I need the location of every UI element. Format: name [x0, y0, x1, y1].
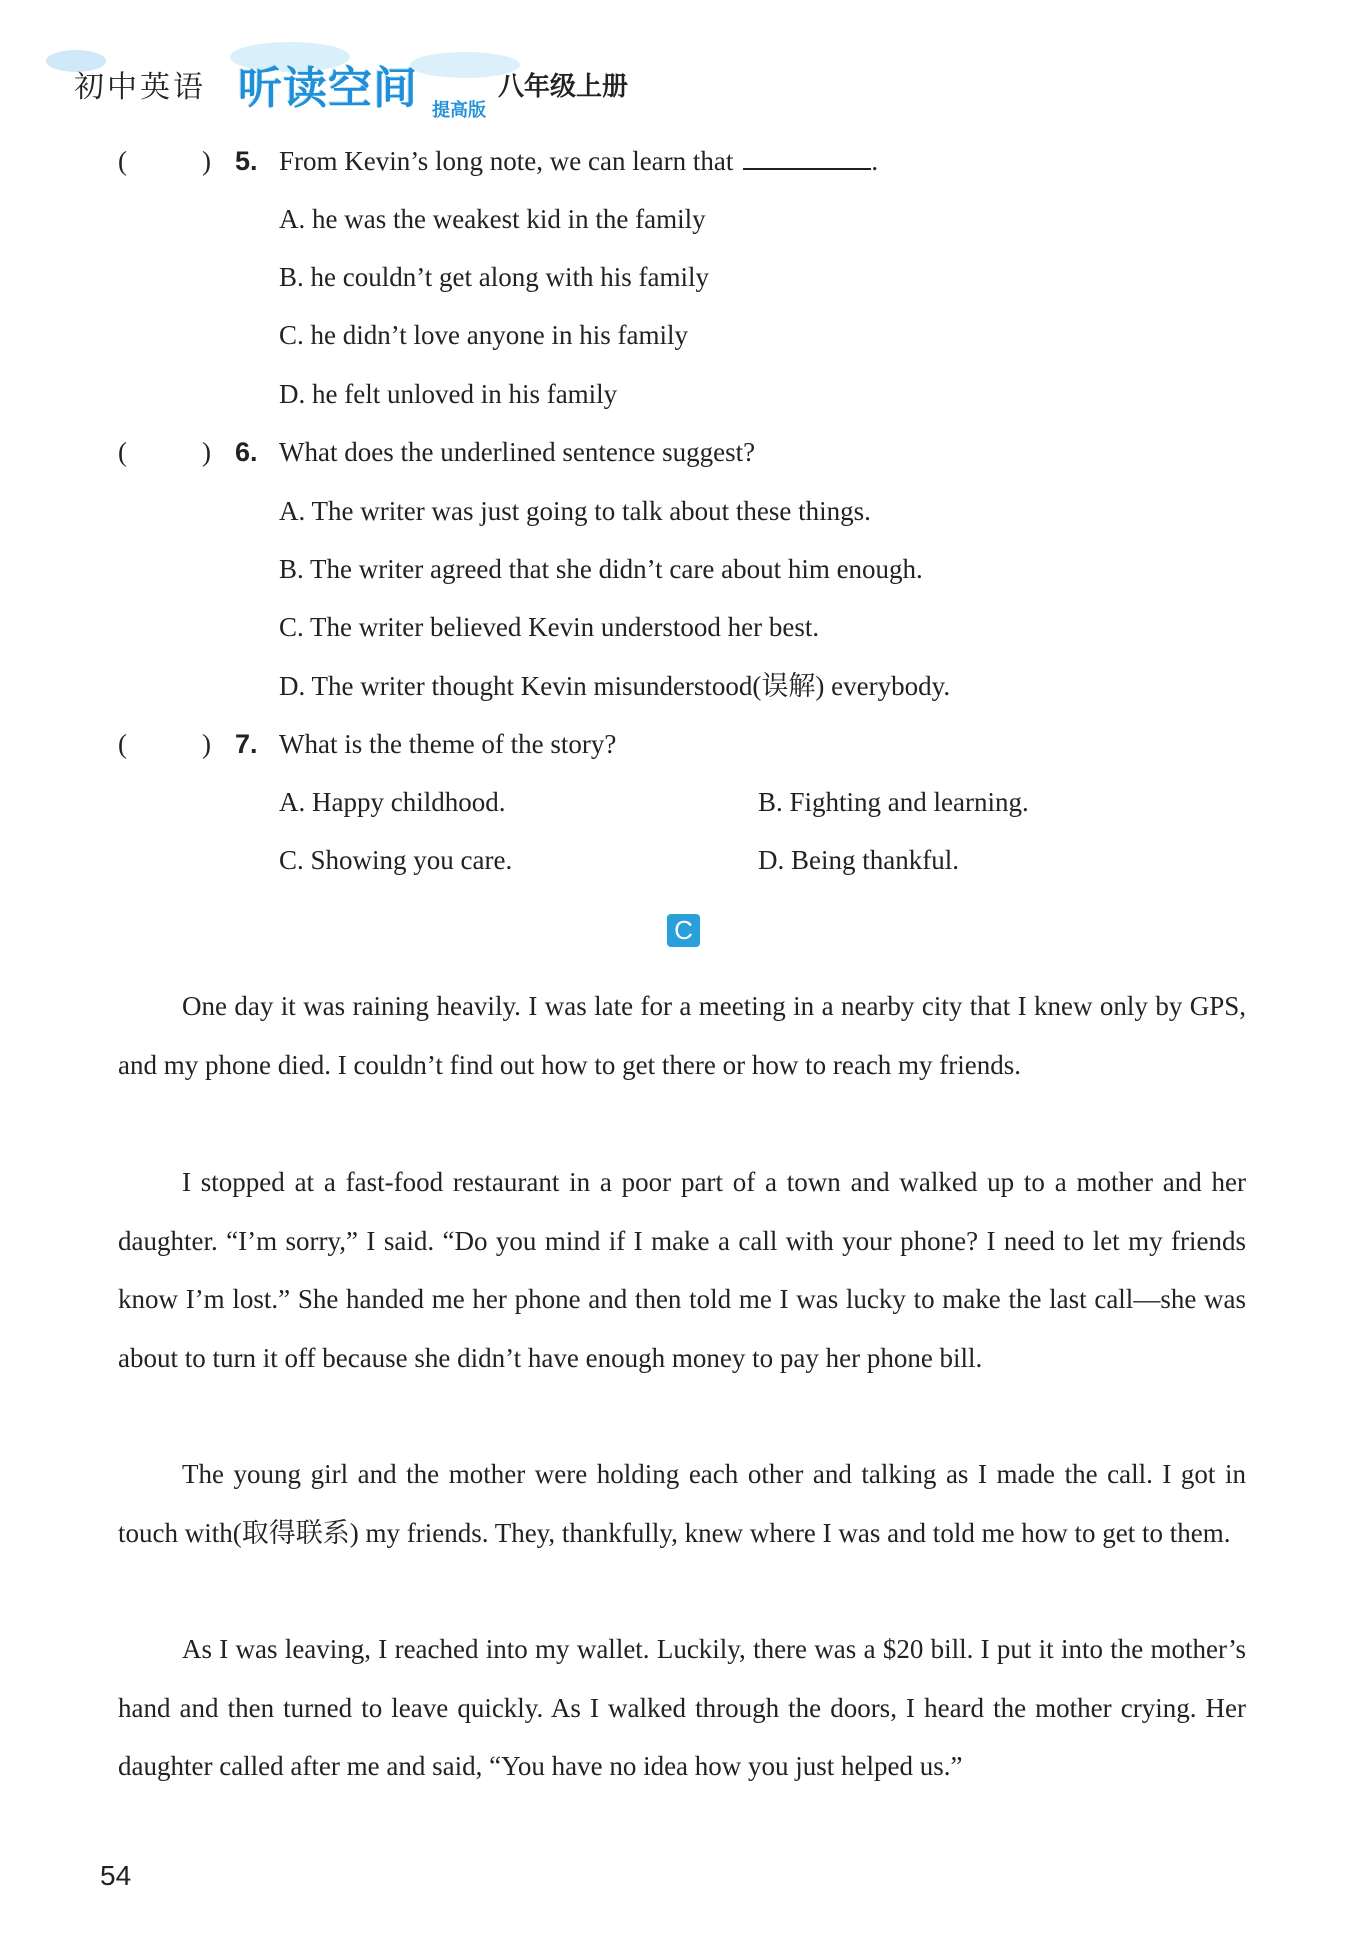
section-badge: C [667, 914, 700, 947]
passage-paragraph: One day it was raining heavily. I was late for a meeting in a nearby city that I knew only by GPS, and my phone died. I couldn’t find out how to get there or how to reach my friends. [118, 991, 1246, 1080]
answer-paren-close: ) [202, 146, 211, 176]
option-d: D. he felt unloved in his family [279, 379, 618, 409]
answer-paren-open: ( [118, 729, 127, 759]
answer-blank [743, 146, 871, 170]
answer-paren-open: ( [118, 146, 127, 176]
option-c: C. he didn’t love anyone in his family [279, 320, 688, 350]
question-number: 6. [235, 437, 258, 467]
option-d: D. The writer thought Kevin misunderstood(误解) everybody. [279, 671, 951, 701]
grade-label: 八年级上册 [498, 72, 629, 102]
option-d: D. Being thankful. [758, 845, 959, 875]
option-b: B. Fighting and learning. [758, 787, 1029, 817]
answer-paren-close: ) [202, 729, 211, 759]
option-c: C. Showing you care. [279, 845, 513, 875]
book-header [50, 40, 670, 130]
edition-tag: 提高版 [432, 100, 486, 121]
question-stem: From Kevin’s long note, we can learn that [279, 146, 734, 176]
passage-paragraph: As I was leaving, I reached into my wallet. Luckily, there was a $20 bill. I put it into the mother’s hand and then turned to leave quickly. As I walked through the doors, I heard the mother crying. Her daughter called after me and said, “You have no idea how you just helped us.” [118, 1634, 1246, 1781]
option-a: A. Happy childhood. [279, 787, 506, 817]
option-a: A. he was the weakest kid in the family [279, 204, 706, 234]
question-number: 5. [235, 146, 258, 176]
series-title: 初中英语 [74, 70, 206, 105]
question-number: 7. [235, 729, 258, 759]
question-text [279, 143, 878, 179]
brand-logo: 听读空间 [238, 63, 418, 114]
question-text: What is the theme of the story? [279, 729, 617, 759]
answer-paren-open: ( [118, 437, 127, 467]
option-b: B. The writer agreed that she didn’t care about him enough. [279, 554, 923, 584]
option-c: C. The writer believed Kevin understood her best. [279, 612, 820, 642]
passage-paragraph: The young girl and the mother were holding each other and talking as I made the call. I got in touch with(取得联系) my friends. They, thankfully, knew where I was and told me how to get to them. [118, 1459, 1246, 1548]
page-number: 54 [100, 1860, 132, 1891]
answer-paren-close: ) [202, 437, 211, 467]
question-end: . [871, 146, 879, 176]
question-text: What does the underlined sentence suggest? [279, 437, 756, 467]
option-a: A. The writer was just going to talk about these things. [279, 496, 871, 526]
passage-paragraph: I stopped at a fast-food restaurant in a poor part of a town and walked up to a mother and her daughter. “I’m sorry,” I said. “Do you mind if I make a call with your phone? I need to let my friends know I’m lost.” She handed me her phone and then told me I was lucky to make the last call—she was about to turn it off because she didn’t have enough money to pay her phone bill. [118, 1167, 1246, 1373]
option-b: B. he couldn’t get along with his family [279, 262, 709, 292]
